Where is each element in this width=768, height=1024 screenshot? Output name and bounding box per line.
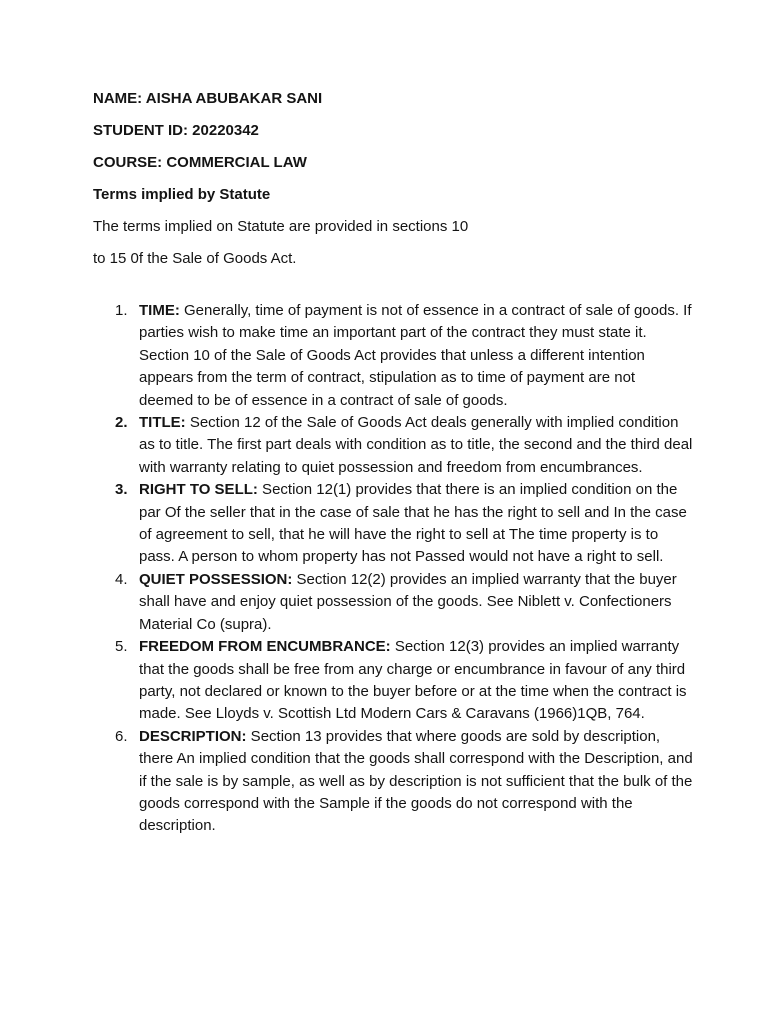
- term-label: TIME:: [139, 302, 180, 319]
- term-text: Section 12 of the Sale of Goods Act deals generally with implied condition as to title. The first part deals with condition as to title, the second and the third deal with warranty relating to quiet possession and freedom from encumbrances.: [139, 414, 693, 476]
- term-freedom-from-encumbrance: [93, 636, 693, 726]
- term-number: 1.: [115, 302, 128, 319]
- term-label: FREEDOM FROM ENCUMBRANCE:: [139, 638, 391, 656]
- document-content: [93, 88, 693, 838]
- student-id: STUDENT ID: 20220342: [93, 122, 259, 139]
- section-title: Terms implied by Statute: [93, 186, 271, 203]
- term-number: 2.: [115, 414, 128, 432]
- course-title: COURSE: COMMERCIAL LAW: [93, 154, 307, 171]
- term-label: TITLE:: [139, 414, 186, 432]
- term-text: Generally, time of payment is not of essence in a contract of sale of goods. If parties wish to make time an important part of the contract they must state it. Section 10 of the Sale of Goods Act provides that unless a different intention appears from the term of contract, stipulation as to time of payment are not deemed to be of essence in a contract of sale of goods.: [139, 302, 692, 409]
- term-description: [93, 726, 693, 838]
- intro-line-2: to 15 0f the Sale of Goods Act.: [93, 250, 297, 267]
- term-time: [93, 300, 693, 412]
- term-number: 4.: [115, 570, 128, 588]
- student-name: NAME: AISHA ABUBAKAR SANI: [93, 90, 323, 107]
- term-text: Section 12(3) provides an implied warranty that the goods shall be free from any charge or encumbrance in favour of any third party, not declared or known to the buyer before or at the time when the contract is made. See Lloyds v. Scottish Ltd Modern Cars & Caravans (1966)1QB, 764.: [139, 638, 687, 723]
- term-right-to-sell: [93, 479, 693, 569]
- term-text: Section 12(1) provides that there is an implied condition on the par Of the seller that in the case of sale that he has the right to sell and In the case of agreement to sell, that he will have the right to sell at The time property is to pass. A person to whom property has not Passed would not have a right to sell.: [139, 481, 687, 566]
- term-label: RIGHT TO SELL:: [139, 481, 258, 499]
- term-number: 6.: [115, 727, 128, 745]
- term-label: QUIET POSSESSION:: [139, 570, 293, 588]
- term-title: [93, 412, 693, 479]
- intro-line-1: The terms implied on Statute are provided in sections 10: [93, 218, 469, 235]
- terms-list: [93, 300, 693, 838]
- term-number: 3.: [115, 481, 128, 499]
- term-text: Section 13 provides that where goods are sold by description, there An implied condition that the goods shall correspond with the Description, and if the sale is by sample, as well as by description is not sufficient that the bulk of the goods correspond with the Sample if the goods do not correspond with the description.: [139, 727, 693, 835]
- term-label: DESCRIPTION:: [139, 727, 247, 745]
- term-quiet-possession: [93, 569, 693, 636]
- term-text: Section 12(2) provides an implied warranty that the buyer shall have and enjoy quiet possession of the goods. See Niblett v. Confectioners Material Co (supra).: [139, 570, 677, 633]
- term-number: 5.: [115, 638, 128, 656]
